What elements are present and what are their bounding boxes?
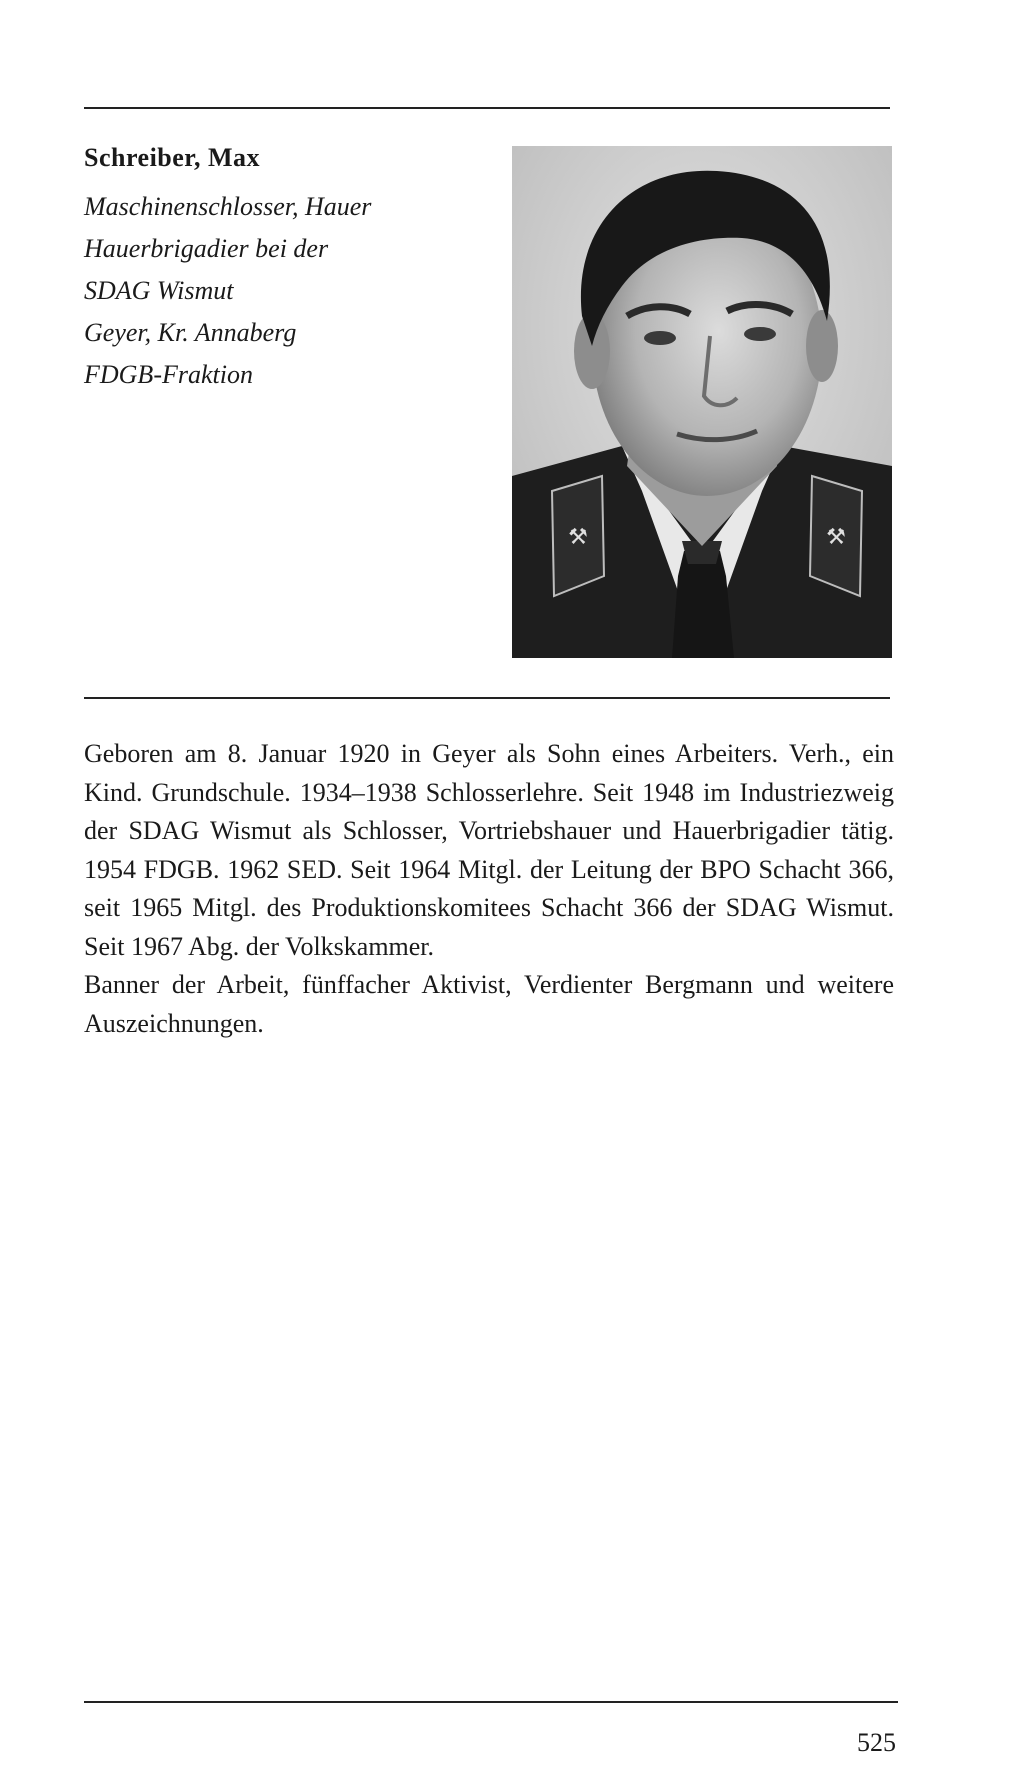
person-header <box>84 140 484 396</box>
occupation-line: Maschinenschlosser, Hauer <box>84 192 372 221</box>
portrait-photo <box>512 146 892 658</box>
person-name: Schreiber, Max <box>84 143 260 172</box>
svg-text:⚒: ⚒ <box>826 525 846 550</box>
position-line: Hauerbrigadier bei der <box>84 234 329 263</box>
awards-paragraph: Banner der Arbeit, fünffacher Aktivist, Verdienter Bergmann und weitere Auszeichnungen. <box>84 970 894 1038</box>
employer-line: SDAG Wismut <box>84 276 234 305</box>
top-divider <box>84 107 890 109</box>
middle-divider <box>84 697 890 699</box>
svg-text:⚒: ⚒ <box>568 525 588 550</box>
biography-paragraph: Geboren am 8. Januar 1920 in Geyer als Sohn eines Arbeiters. Verh., ein Kind. Grundschule. 1934–1938 Schlosserlehre. Seit 1948 im Industriezweig der SDAG Wismut als Schlosser, Vortriebshauer und Hauerbrigadier tätig. 1954 FDGB. 1962 SED. Seit 1964 Mitgl. der Leitung der BPO Schacht 366, seit 1965 Mitgl. des Produktionskomitees Schacht 366 der SDAG Wismut. Seit 1967 Abg. der Volkskammer. <box>84 739 894 961</box>
location-line: Geyer, Kr. Annaberg <box>84 318 297 347</box>
bottom-divider <box>84 1701 898 1703</box>
page-number: 525 <box>857 1728 896 1757</box>
biography <box>84 735 894 1043</box>
faction-line: FDGB-Fraktion <box>84 360 253 389</box>
